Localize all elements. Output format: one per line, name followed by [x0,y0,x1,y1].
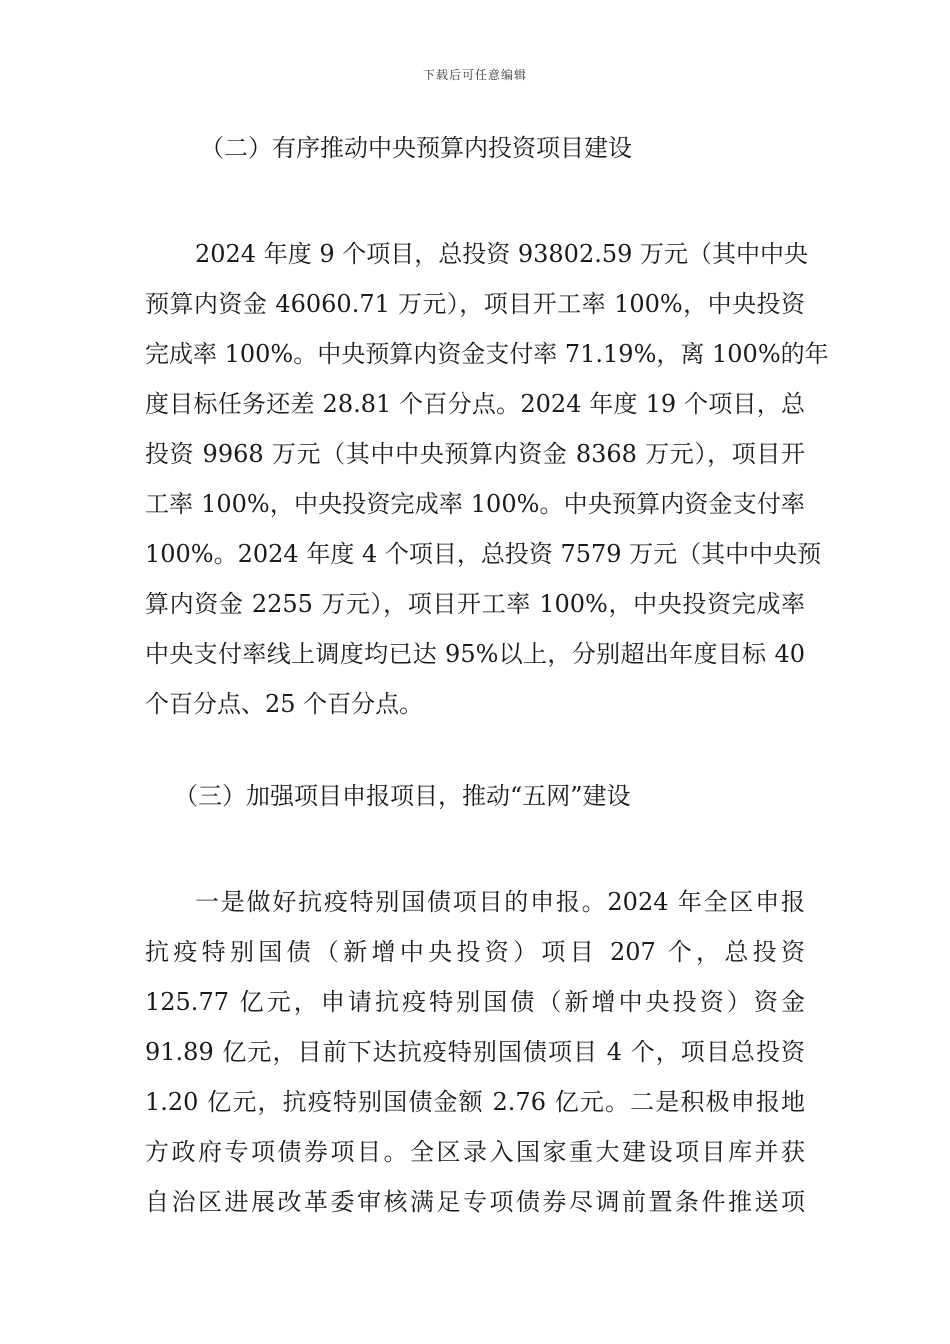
paragraph-line: 算内资金 2255 万元），项目开工率 100%，中央投资完成率 [145,590,805,618]
paragraph-line: 预算内资金 46060.71 万元），项目开工率 100%，中央投资 [145,290,805,318]
header-note: 下载后可任意编辑 [422,68,527,82]
section-heading-2: （二）有序推动中央预算内投资项目建设 [200,134,632,162]
paragraph-line: 中央支付率线上调度均已达 95%以上，分别超出年度目标 40 [145,640,805,668]
paragraph-line: 一是做好抗疫特别国债项目的申报。2024 年全区申报 [195,888,805,916]
paragraph-line: 抗疫特别国债（新增中央投资）项目 207 个，总投资 [145,938,805,966]
paragraph-line: 方政府专项债券项目。全区录入国家重大建设项目库并获 [145,1138,805,1166]
paragraph-line: 完成率 100%。中央预算内资金支付率 71.19%，离 100%的年 [145,340,829,368]
paragraph-line: 度目标任务还差 28.81 个百分点。2024 年度 19 个项目，总 [145,390,805,418]
paragraph-line: 100%。2024 年度 4 个项目，总投资 7579 万元（其中中央预 [145,540,822,568]
paragraph-line: 2024 年度 9 个项目，总投资 93802.59 万元（其中中央 [195,240,809,268]
paragraph-line: 个百分点、25 个百分点。 [145,690,424,718]
paragraph-section-3 [145,877,805,1227]
paragraph-line: 工率 100%，中央投资完成率 100%。中央预算内资金支付率 [145,490,805,518]
section-heading-3: （三）加强项目申报项目，推动“五网”建设 [174,782,631,810]
paragraph-line: 1.20 亿元，抗疫特别国债金额 2.76 亿元。二是积极申报地 [145,1088,805,1116]
paragraph-line: 自治区进展改革委审核满足专项债券尽调前置条件推送项 [145,1188,805,1216]
paragraph-line: 投资 9968 万元（其中中央预算内资金 8368 万元），项目开 [145,440,805,468]
paragraph-line: 91.89 亿元，目前下达抗疫特别国债项目 4 个，项目总投资 [145,1038,805,1066]
paragraph-line: 125.77 亿元，申请抗疫特别国债（新增中央投资）资金 [145,988,805,1016]
paragraph-section-2 [145,229,829,729]
